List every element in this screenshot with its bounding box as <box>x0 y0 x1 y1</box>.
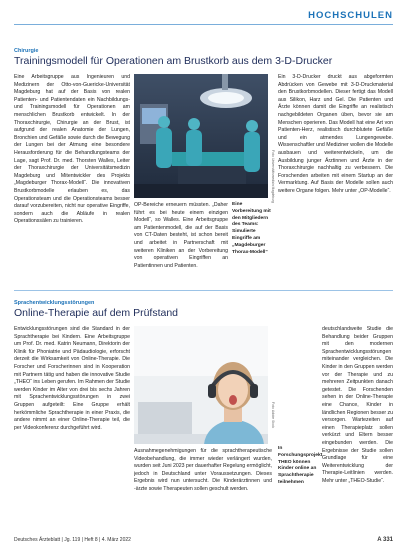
article1-rubric: Chirurgie <box>14 48 39 54</box>
article2-col3-text: deutschlandweite Studie die Behandlung beider Gruppen mit den modernen Sprachentwicklungsstörungen miteinander vergleichen. Die Kinder in den Gruppen werden vor der Therapie und zu mehreren Zeitpunkten danach getestet. Die Forschenden sehen in der Online-Therapie eine Chance, Kinder in ländlichen Regionen besser zu versorgen. Wartezeiten auf einen Therapieplatz sollen verkürzt und Eltern besser eingebunden werden. Die Ergebnisse der Studie sollen Grundlage für eine Weiterentwicklung der Therapie-Leitlinien werden. Mehr unter „THEO-Studie“. <box>322 326 393 484</box>
article1-caption: Eine Vorbereitung mit den Mitgliedern des Teams: Simulierte Eingriffe am „Magdeburger Thorax-Modell“ <box>232 202 271 255</box>
footer-publication: Deutsches Ärzteblatt | Jg. 119 | Heft 8 | 4. März 2022 <box>14 537 131 543</box>
article2-column-2 <box>134 448 272 534</box>
article2-col2-text: Ausnahmegenehmigungen für die sprachtherapeutische Videobehandlung, die immer wieder verlängert wurden, wurden seit Juni 2023 per dauerhafter Regelung ermöglicht, jedoch in Deutschland unter Voraussetzungen. Dieses Ergebnis wird nun untersucht. Die Kinderärztinnen und -ärzte sowie Therapeuten sollen geschult werden. <box>134 448 272 492</box>
article1-title: Trainingsmodell für Operationen am Brustkorb aus dem 3-D-Drucker <box>14 55 333 67</box>
footer-page-number: A 331 <box>377 537 393 543</box>
article2-photo <box>134 326 268 444</box>
article1-col2-text: OP-Bereiche erneuern müssten. „Daher führt es bei heute einem einzigen Modell“, so Walles. Eine Arbeitsgruppe am Patientenmodell, die auf der Basis von CT-Daten besteht, ist schon bereit und arbeitet in Partnerschaft mit weiteren Kliniken an der Vorbereitung von operativen Eingriffen an Patientinnen und Patienten. <box>134 202 228 269</box>
article2-col1-text: Entwicklungsstörungen sind die Standard in der Sprachtherapie bei Kindern. Eine Arbeitsgruppe um Prof. Dr. med. Katrin Neumann, Direktorin der Klinik für Phoniatrie und Pädaudiologie, erforscht derzeit die Wirksamkeit von Online-Therapie. Die Forscher und Forscherinnen sind in Kooperation mit Partnern tätig und haben die innovative Studie „THEO“ ins Leben gerufen. Im Rahmen der Studie werden Kinder im Alter von drei bis sechs Jahren mit Sprachentwicklungsstörungen in zwei Gruppen aufgeteilt: Eine Gruppe erhält herkömmliche Sprachtherapie in einer Praxis, die andere nimmt an einer Online-Therapie teil, die per Videokonferenz durchgeführt wird. <box>14 326 130 431</box>
article1-column-2 <box>134 202 228 282</box>
header-rule <box>14 24 393 25</box>
article1-column-3 <box>278 74 393 282</box>
article-separator <box>14 290 393 291</box>
page-footer <box>14 537 393 543</box>
article2-column-1 <box>14 326 130 534</box>
article2-caption: In Forschungsprojekt THEO können Kinder online an Sprachtherapie teilnehmen <box>278 446 323 485</box>
article2-rubric: Sprachentwicklungsstörungen <box>14 300 95 306</box>
article2-title: Online-Therapie auf dem Prüfstand <box>14 307 179 319</box>
article1-col3-text: Ein 3-D-Drucker druckt aus abgeformten Abdrücken von Gewebe mit 3-D-Druckmaterial den Brustkorbmodellen. Dieser fertigt das Modell aus Silikon, Harz und Gel. Die Patienten und Ärzte können damit die Eingriffe an realistisch nachgebildeten Organen üben, bevor sie am Menschen operieren. Das Modell hat eine Art von Patienten-Herz, realistisch durchblutete Gefäße und ein atmendes Lungengewebe. Wissenschaftler und Mediziner wollen die Modelle ausbauen und weiterentwickeln, um die Ausbildung junger Ärztinnen und Ärzte in der Thoraxchirurgie nachhaltig zu verbessern. Die Forschenden arbeiten mit einem Startup an der Vermarktung. Auf Basis der Modelle sollen auch weitere Organe folgen. Mehr unter „OP-Modelle“. <box>278 74 393 194</box>
article2-photo-credit: Foto: Adobe Stock <box>271 402 275 429</box>
article1-photo <box>134 74 268 198</box>
article1-column-1 <box>14 74 130 282</box>
section-label: HOCHSCHULEN <box>308 10 393 21</box>
child-headphones-image <box>134 326 268 444</box>
article1-photo-credit: Foto: Universitätsmedizin Magdeburg <box>271 150 275 203</box>
operating-room-image <box>134 74 268 198</box>
article2-column-3 <box>322 326 393 534</box>
article1-col1-text: Eine Arbeitsgruppe aus Ingenieuren und Medizinern der Otto-von-Guericke-Universität Magdeburg hat auf der Basis von realen Patienten- und Patientendaten ein Nachbildungs- und Trainingsmodell für Operationen am menschlichen Brustkorb entwickelt. In der Thoraxchirurgie, Chirurgie an der Brust, ist aufgrund der realen Anatomie der Lungen, Bronchien und Gefäße sowie durch die Bewegung der Lungen bei der Atmung eine besondere Herausforderung für die Behandlungsteams der Lage, sagt Prof. Dr. med. Thorsten Walles, Leiter der Thoraxchirurgie der Universitätsmedizin Magdeburg und Mitentwickler des Projekts „Magdeburger Thorax-Modell“. Die innovativen Brustkorbmodelle erlauben es, das Operationsteam und die Operationsteams besser darauf vorzubereiten, nicht nur operative Eingriffe, sondern auch die Abläufe in realen Operationssälen zu trainieren. <box>14 74 130 225</box>
